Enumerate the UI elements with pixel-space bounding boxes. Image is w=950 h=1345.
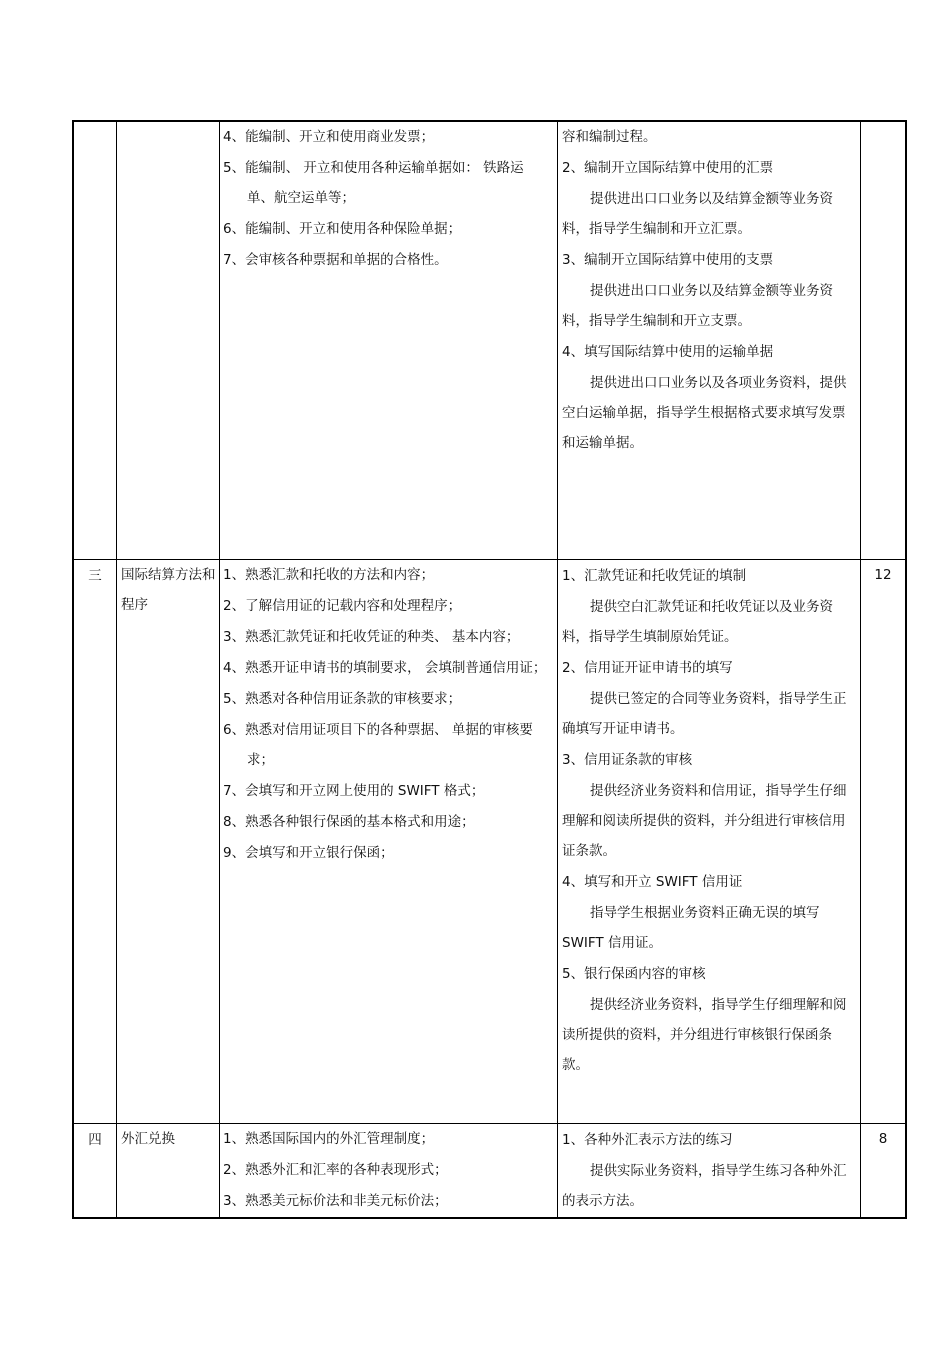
practice-title: 2、编制开立国际结算中使用的汇票 — [562, 160, 774, 176]
practice-body: 提供进出口口业务以及结算金额等业务资料，指导学生编制和开立支票。 — [562, 283, 833, 329]
table-row — [73, 121, 906, 560]
table-row — [73, 1124, 906, 1219]
practice-title: 4、填写国际结算中使用的运输单据 — [562, 344, 774, 360]
requirement-item: 6、熟悉对信用证项目下的各种票据、 单据的审核要求； — [223, 722, 533, 768]
requirement-item: 9、会填写和开立银行保函； — [223, 845, 394, 861]
practice-body: 提供已签定的合同等业务资料，指导学生正确填写开证申请书。 — [562, 691, 847, 737]
practice-title: 3、信用证条款的审核 — [562, 752, 693, 768]
requirement-item: 5、熟悉对各种信用证条款的审核要求； — [223, 691, 462, 707]
requirement-item: 8、熟悉各种银行保函的基本格式和用途； — [223, 814, 475, 830]
practice-title: 1、汇款凭证和托收凭证的填制 — [562, 568, 747, 584]
row-number-cell — [73, 121, 117, 560]
table-row — [73, 560, 906, 1124]
practice-cell — [558, 560, 861, 1124]
practice-continuation: 容和编制过程。 — [562, 129, 657, 145]
syllabus-table — [72, 120, 907, 1219]
row-number-cell: 三 — [73, 560, 117, 1124]
practice-title: 3、编制开立国际结算中使用的支票 — [562, 252, 774, 268]
requirement-item: 1、熟悉国际国内的外汇管理制度； — [223, 1131, 435, 1147]
hours-cell — [861, 121, 907, 560]
practice-body: 提供实际业务资料，指导学生练习各种外汇的表示方法。 — [562, 1163, 847, 1209]
practice-cell — [558, 121, 861, 560]
practice-body: 提供经济业务资料和信用证，指导学生仔细理解和阅读所提供的资料，并分组进行审核信用证条款。 — [562, 783, 847, 859]
hours-cell: 12 — [861, 560, 907, 1124]
requirements-cell — [220, 121, 558, 560]
practice-body: 提供进出口口业务以及结算金额等业务资料，指导学生编制和开立汇票。 — [562, 191, 833, 237]
practice-body: 提供进出口口业务以及各项业务资料，提供空白运输单据，指导学生根据格式要求填写发票和运输单据。 — [562, 375, 847, 451]
requirement-item: 7、会审核各种票据和单据的合格性。 — [223, 252, 448, 268]
requirement-item: 4、熟悉开证申请书的填制要求， 会填制普通信用证； — [223, 660, 547, 676]
requirement-item: 6、能编制、开立和使用各种保险单据； — [223, 221, 462, 237]
practice-body: 指导学生根据业务资料正确无误的填写 SWIFT 信用证。 — [562, 905, 820, 951]
requirement-item: 3、熟悉汇款凭证和托收凭证的种类、 基本内容； — [223, 629, 520, 645]
practice-body: 提供经济业务资料，指导学生仔细理解和阅读所提供的资料，并分组进行审核银行保函条款。 — [562, 997, 847, 1073]
practice-title: 1、各种外汇表示方法的练习 — [562, 1132, 733, 1148]
practice-title: 5、银行保函内容的审核 — [562, 966, 706, 982]
requirements-cell — [220, 1124, 558, 1219]
practice-body: 提供空白汇款凭证和托收凭证以及业务资料，指导学生填制原始凭证。 — [562, 599, 833, 645]
row-number-cell: 四 — [73, 1124, 117, 1219]
practice-title: 4、填写和开立 SWIFT 信用证 — [562, 874, 743, 890]
requirement-item: 5、能编制、 开立和使用各种运输单据如： 铁路运单、航空运单等； — [223, 160, 524, 206]
requirement-item: 4、能编制、开立和使用商业发票； — [223, 129, 435, 145]
requirement-item: 1、熟悉汇款和托收的方法和内容； — [223, 567, 435, 583]
topic-title-cell: 外汇兑换 — [117, 1124, 220, 1219]
topic-title-cell — [117, 121, 220, 560]
hours-cell: 8 — [861, 1124, 907, 1219]
requirement-item: 2、熟悉外汇和汇率的各种表现形式； — [223, 1162, 448, 1178]
requirement-item: 3、熟悉美元标价法和非美元标价法； — [223, 1193, 448, 1209]
practice-title: 2、信用证开证申请书的填写 — [562, 660, 733, 676]
requirements-cell — [220, 560, 558, 1124]
practice-cell — [558, 1124, 861, 1219]
requirement-item: 7、会填写和开立网上使用的 SWIFT 格式； — [223, 783, 485, 799]
requirement-item: 2、了解信用证的记载内容和处理程序； — [223, 598, 462, 614]
topic-title-cell: 国际结算方法和程序 — [117, 560, 220, 1124]
